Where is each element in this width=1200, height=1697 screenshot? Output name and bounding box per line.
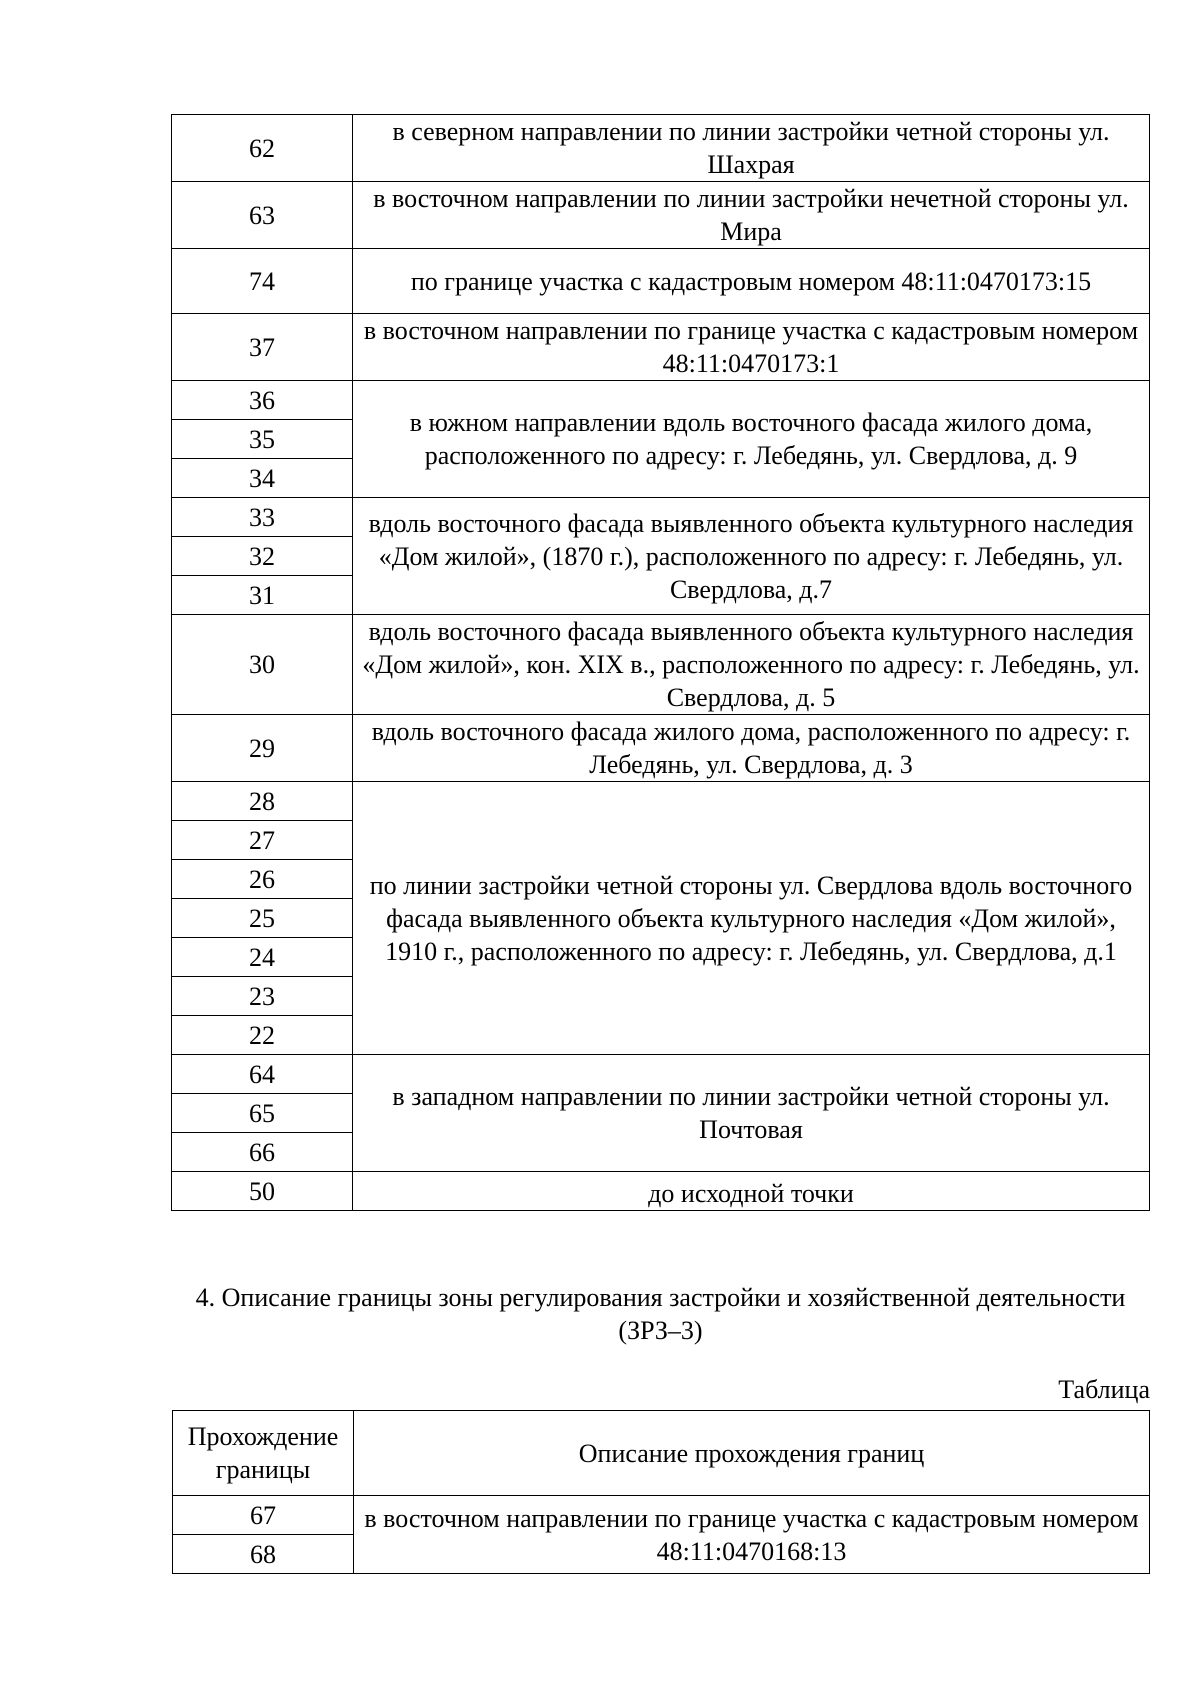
- point-number: 30: [172, 615, 353, 715]
- point-number: 62: [172, 115, 353, 182]
- point-number: 65: [172, 1094, 353, 1133]
- boundary-description: по границе участка с кадастровым номером 48:11:0470173:15: [353, 249, 1150, 314]
- point-number: 23: [172, 977, 353, 1016]
- boundary-description: в восточном направлении по границе участка с кадастровым номером 48:11:0470168:13: [354, 1496, 1150, 1574]
- boundary-description: вдоль восточного фасада выявленного объекта культурного наследия «Дом жилой», кон. XIX в., расположенного по адресу: г. Лебедянь, ул. Свердлова, д. 5: [353, 615, 1150, 715]
- boundary-description: в восточном направлении по границе участка с кадастровым номером 48:11:0470173:1: [353, 314, 1150, 381]
- point-number: 29: [172, 715, 353, 782]
- header-boundary-passage: Прохождение границы: [173, 1411, 354, 1496]
- boundary-description: в северном направлении по линии застройки четной стороны ул. Шахрая: [353, 115, 1150, 182]
- point-number: 33: [172, 498, 353, 537]
- boundary-description: до исходной точки: [353, 1172, 1150, 1211]
- point-number: 64: [172, 1055, 353, 1094]
- point-number: 74: [172, 249, 353, 314]
- point-number: 25: [172, 899, 353, 938]
- point-number: 32: [172, 537, 353, 576]
- boundary-description: в южном направлении вдоль восточного фасада жилого дома, расположенного по адресу: г. Лебедянь, ул. Свердлова, д. 9: [353, 381, 1150, 498]
- point-number: 31: [172, 576, 353, 615]
- boundary-table-part: [171, 114, 1150, 1211]
- point-number: 66: [172, 1133, 353, 1172]
- point-number: 26: [172, 860, 353, 899]
- boundary-description: вдоль восточного фасада выявленного объекта культурного наследия «Дом жилой», (1870 г.), расположенного по адресу: г. Лебедянь, ул. Свердлова, д.7: [353, 498, 1150, 615]
- point-number: 68: [173, 1535, 354, 1574]
- boundary-description: в восточном направлении по линии застройки нечетной стороны ул. Мира: [353, 182, 1150, 249]
- boundary-description: вдоль восточного фасада жилого дома, расположенного по адресу: г. Лебедянь, ул. Свердлова, д. 3: [353, 715, 1150, 782]
- point-number: 28: [172, 782, 353, 821]
- point-number: 50: [172, 1172, 353, 1211]
- header-boundary-description: Описание прохождения границ: [354, 1411, 1150, 1496]
- boundary-description: по линии застройки четной стороны ул. Свердлова вдоль восточного фасада выявленного объекта культурного наследия «Дом жилой», 1910 г., расположенного по адресу: г. Лебедянь, ул. Свердлова, д.1: [353, 782, 1150, 1055]
- point-number: 22: [172, 1016, 353, 1055]
- point-number: 27: [172, 821, 353, 860]
- point-number: 34: [172, 459, 353, 498]
- point-number: 63: [172, 182, 353, 249]
- point-number: 35: [172, 420, 353, 459]
- point-number: 36: [172, 381, 353, 420]
- table-caption: Таблица: [1058, 1375, 1150, 1404]
- point-number: 67: [173, 1496, 354, 1535]
- section-heading: 4. Описание границы зоны регулирования застройки и хозяйственной деятельности (ЗРЗ–3): [195, 1283, 1126, 1345]
- point-number: 37: [172, 314, 353, 381]
- boundary-description: в западном направлении по линии застройки четной стороны ул. Почтовая: [353, 1055, 1150, 1172]
- point-number: 24: [172, 938, 353, 977]
- zrz3-boundary-table: [172, 1410, 1150, 1574]
